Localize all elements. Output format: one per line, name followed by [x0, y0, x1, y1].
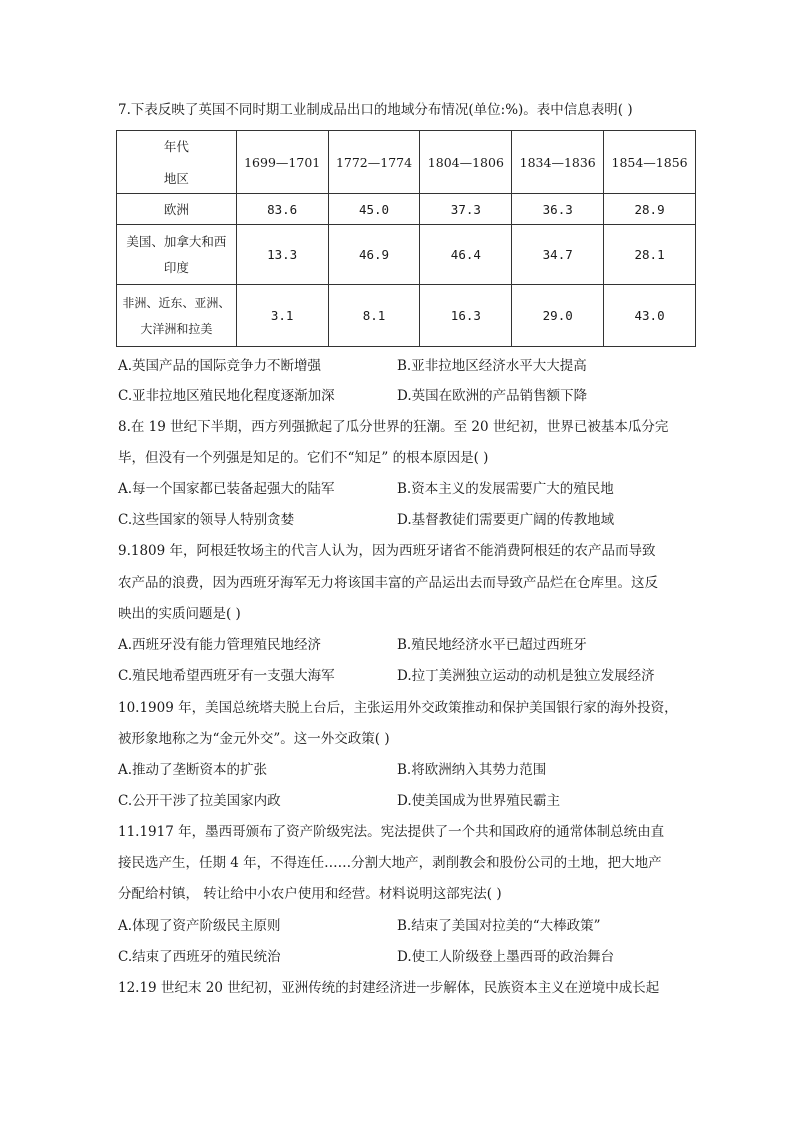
region-cell	[117, 225, 237, 285]
value-cell: 28.9	[604, 194, 696, 225]
q10-stem-line2: 被形象地称之为“金元外交”。这一外交政策( )	[118, 731, 390, 747]
q8-option-a: A.每一个国家都已装备起强大的陆军	[118, 481, 335, 497]
value-cell: 16.3	[420, 285, 512, 347]
q10-option-c: C.公开干涉了拉美国家内政	[118, 793, 281, 809]
export-distribution-table	[116, 130, 696, 347]
region-label-line2: 印度	[163, 259, 189, 275]
value-cell: 28.1	[604, 225, 696, 285]
header-year: 1804—1806	[420, 131, 512, 194]
header-year-label: 年代	[163, 139, 189, 154]
value-cell: 45.0	[328, 194, 420, 225]
q9-stem-line3: 映出的实质问题是( )	[118, 606, 241, 622]
q8-option-d: D.基督教徒们需要更广阔的传教地域	[397, 512, 615, 528]
q7-option-d: D.英国在欧洲的产品销售额下降	[397, 388, 588, 404]
q9-option-d: D.拉丁美洲独立运动的动机是独立发展经济	[397, 668, 655, 684]
q10-option-a: A.推动了垄断资本的扩张	[118, 762, 268, 778]
header-year: 1699—1701	[236, 131, 328, 194]
region-label-line2: 大洋洲和拉美	[140, 321, 213, 336]
q11-option-d: D.使工人阶级登上墨西哥的政治舞台	[397, 949, 615, 965]
region-label: 欧洲	[163, 202, 189, 217]
value-cell: 43.0	[604, 285, 696, 347]
q8-stem-line1: 8.在 19 世纪下半期，西方列强掀起了瓜分世界的狂潮。至 20 世纪初，世界已被基本瓜分完	[118, 419, 669, 435]
q8-option-c: C.这些国家的领导人特别贪婪	[118, 512, 295, 528]
table-row	[117, 225, 696, 285]
q7-option-b: B.亚非拉地区经济水平大大提高	[397, 358, 587, 374]
q11-stem-line1: 11.1917 年，墨西哥颁布了资产阶级宪法。宪法提供了一个共和国政府的通常体制总统由直	[118, 824, 665, 840]
q11-stem-line3: 分配给村镇， 转让给中小农户使用和经营。材料说明这部宪法( )	[118, 886, 502, 902]
value-cell: 34.7	[512, 225, 604, 285]
value-cell: 36.3	[512, 194, 604, 225]
region-cell	[117, 194, 237, 225]
value-cell: 3.1	[236, 285, 328, 347]
q12-stem-line1: 12.19 世纪末 20 世纪初，亚洲传统的封建经济进一步解体，民族资本主义在逆境中成长起	[118, 980, 660, 996]
q9-stem-line2: 农产品的浪费，因为西班牙海军无力将该国丰富的产品运出去而导致产品烂在仓库里。这反	[118, 575, 658, 591]
q7-option-a: A.英国产品的国际竞争力不断增强	[118, 358, 322, 374]
region-label-line1: 非洲、近东、亚洲、	[122, 295, 231, 310]
q10-stem-line1: 10.1909 年，美国总统塔夫脱上台后，主张运用外交政策推动和保护美国银行家的海外投资，	[118, 700, 678, 716]
value-cell: 83.6	[236, 194, 328, 225]
q7-stem: 7.下表反映了英国不同时期工业制成品出口的地域分布情况(单位:%)。表中信息表明( )	[118, 102, 633, 118]
q9-stem-line1: 9.1809 年，阿根廷牧场主的代言人认为，因为西班牙诸省不能消费阿根廷的农产品而导致	[118, 543, 656, 559]
table-corner-header	[117, 131, 237, 194]
region-label-line1: 美国、加拿大和西	[126, 233, 227, 249]
q9-option-a: A.西班牙没有能力管理殖民地经济	[118, 637, 322, 653]
value-cell: 37.3	[420, 194, 512, 225]
q11-stem-line2: 接民选产生，任期 4 年，不得连任……分割大地产，剥削教会和股份公司的土地，把大地产	[118, 855, 662, 871]
q10-option-b: B.将欧洲纳入其势力范围	[397, 762, 547, 778]
region-cell	[117, 285, 237, 347]
value-cell: 29.0	[512, 285, 604, 347]
q9-option-c: C.殖民地希望西班牙有一支强大海军	[118, 668, 335, 684]
value-cell: 46.4	[420, 225, 512, 285]
q8-option-b: B.资本主义的发展需要广大的殖民地	[397, 481, 614, 497]
q8-stem-line2: 毕，但没有一个列强是知足的。它们不“知足” 的根本原因是( )	[118, 450, 489, 466]
q9-option-b: B.殖民地经济水平已超过西班牙	[397, 637, 587, 653]
value-cell: 8.1	[328, 285, 420, 347]
q7-option-c: C.亚非拉地区殖民地化程度逐渐加深	[118, 388, 335, 404]
table-header-row	[117, 131, 696, 194]
header-year: 1854—1856	[604, 131, 696, 194]
header-year: 1834—1836	[512, 131, 604, 194]
q10-option-d: D.使美国成为世界殖民霸主	[397, 793, 561, 809]
value-cell: 46.9	[328, 225, 420, 285]
table-row	[117, 194, 696, 225]
table-row	[117, 285, 696, 347]
q11-option-a: A.体现了资产阶级民主原则	[118, 918, 281, 934]
value-cell: 13.3	[236, 225, 328, 285]
q11-option-b: B.结束了美国对拉美的“大棒政策”	[397, 918, 601, 934]
header-year: 1772—1774	[328, 131, 420, 194]
header-region-label: 地区	[163, 171, 189, 186]
q11-option-c: C.结束了西班牙的殖民统治	[118, 949, 281, 965]
